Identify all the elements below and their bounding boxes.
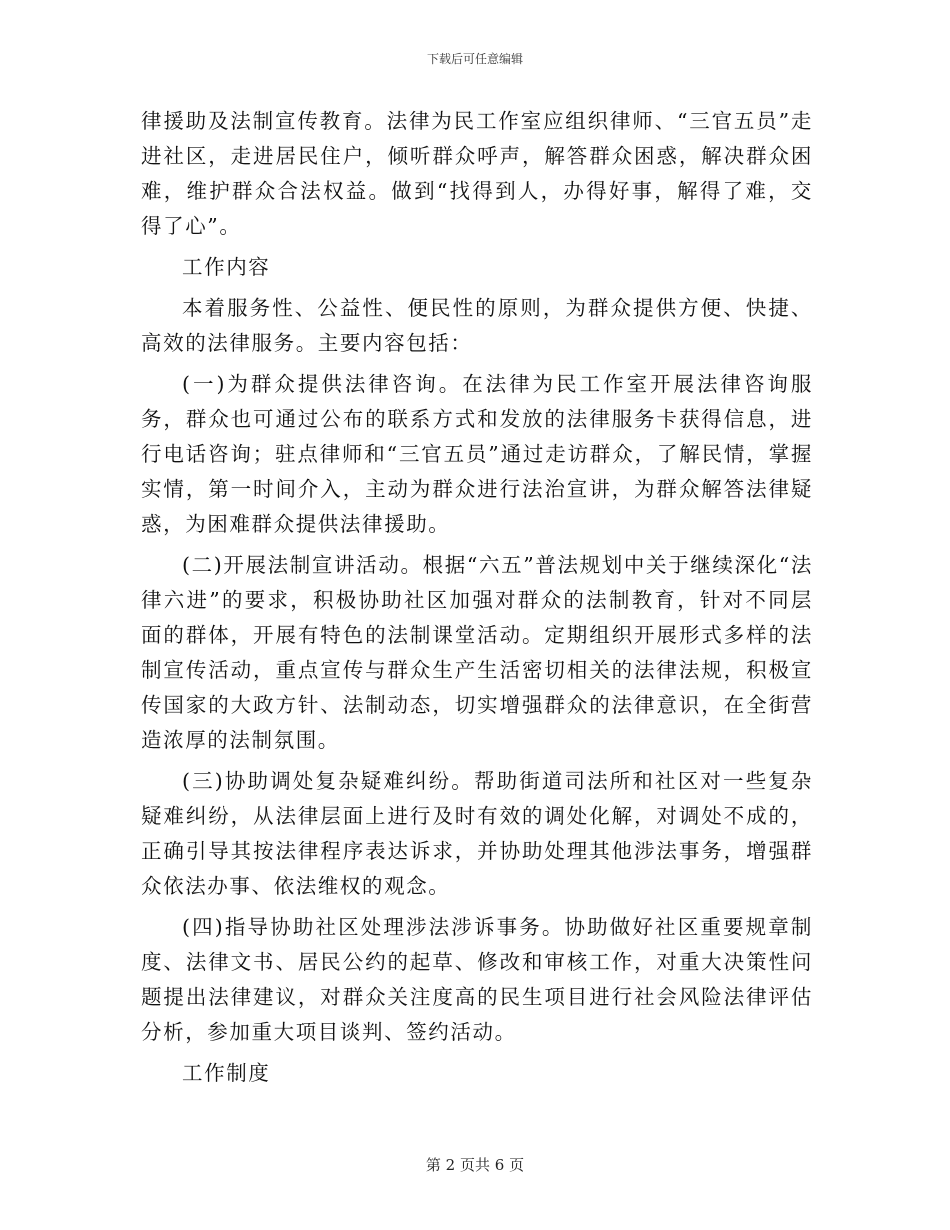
paragraph-item-4: (四)指导协助社区处理涉法涉诉事务。协助做好社区重要规章制度、法律文书、居民公约的起草、修改和审核工作，对重大决策性问题提出法律建议，对群众关注度高的民生项目进行社会风险法律评估分析，参加重大项目谈判、签约活动。	[141, 915, 813, 1044]
paragraph-item-1: (一)为群众提供法律咨询。在法律为民工作室开展法律咨询服务，群众也可通过公布的联系方式和发放的法律服务卡获得信息，进行电话咨询；驻点律师和“三官五员”通过走访群众，了解民情，掌握实情，第一时间介入，主动为群众进行法治宣讲，为群众解答法律疑惑，为困难群众提供法律援助。	[141, 372, 813, 536]
section-heading-work-content: 工作内容	[182, 255, 271, 279]
page-header-note: 下载后可任意编辑	[426, 52, 523, 66]
document-body	[141, 104, 813, 1097]
paragraph-item-3: (三)协助调处复杂疑难纠纷。帮助街道司法所和社区对一些复杂疑难纠纷，从法律层面上进行及时有效的调处化解，对调处不成的，正确引导其按法律程序表达诉求，并协助处理其他涉法事务，增强群众依法办事、依法维权的观念。	[141, 769, 813, 898]
paragraph-continuation: 律援助及法制宣传教育。法律为民工作室应组织律师、“三官五员”走进社区，走进居民住户，倾听群众呼声，解答群众困惑，解决群众困难，维护群众合法权益。做到“找得到人，办得好事，解得了难，交得了心”。	[141, 109, 813, 238]
section-heading-work-system: 工作制度	[182, 1061, 271, 1085]
page-number-footer: 第 2 页共 6 页	[425, 1156, 525, 1174]
paragraph-principles: 本着服务性、公益性、便民性的原则，为群众提供方便、快捷、高效的法律服务。主要内容包括：	[141, 296, 813, 355]
paragraph-item-2: (二)开展法制宣讲活动。根据“六五”普法规划中关于继续深化“法律六进”的要求，积极协助社区加强对群众的法制教育，针对不同层面的群体，开展有特色的法制课堂活动。定期组织开展形式多样的法制宣传活动，重点宣传与群众生产生活密切相关的法律法规，积极宣传国家的大政方针、法制动态，切实增强群众的法律意识，在全街营造浓厚的法制氛围。	[141, 553, 813, 752]
